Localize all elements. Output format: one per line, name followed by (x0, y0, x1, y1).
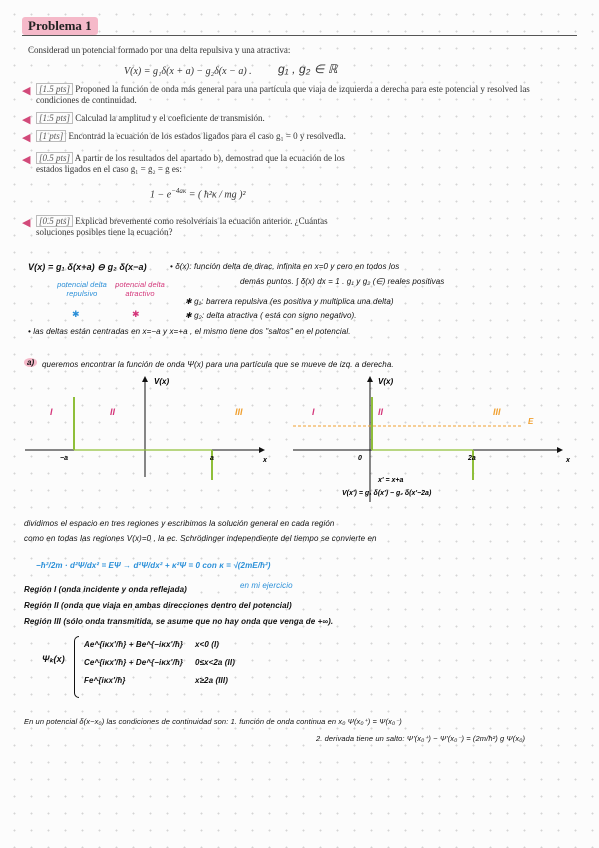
delta-definition: • δ(x): función delta de dirac, infinita en x=0 y cero en todos los (170, 262, 400, 271)
graph1-neg-a-label: −a (60, 455, 68, 462)
problem-item-d: [0.5 pts] A partir de los resultados del apartado b), demostrad que la ecuación de los estados ligados en el caso g₁ = g₂ = g es: (36, 153, 345, 174)
part-a-label: a) (24, 358, 37, 367)
graph2-x-label: x (566, 457, 570, 464)
item-c-marker-icon: ◀ (22, 131, 31, 144)
graph1-region-3: III (235, 407, 243, 417)
item-d-marker-icon: ◀ (22, 153, 31, 166)
graph2-y-arrow-icon (367, 376, 373, 382)
graph1-region-2: II (110, 407, 116, 417)
star-blue-icon: ✱ (72, 309, 80, 319)
handnote-g-real: g₁ , g₂ ∈ ℝ (278, 62, 338, 76)
graph1-pos-a-label: a (210, 455, 214, 462)
graph2-region-3: III (493, 407, 501, 417)
title-divider (22, 35, 577, 36)
g2-note: ✱ g₂: delta atractiva ( está con signo negativo). (185, 311, 357, 320)
region-3-desc: Región III (sólo onda transmitida, se asume que no hay onda que venga de +∞). (24, 617, 334, 626)
graph2-vx-label: V(x) (378, 377, 394, 386)
graph2-shift-label: x' = x+a (378, 477, 404, 484)
graph2-zero-label: 0 (358, 455, 362, 462)
problem-item-c: [1 pts] Encontrad la ecuación de los estados ligados para el caso g₁ = 0 y resolvedla. (36, 131, 556, 142)
problem-item-b: [1.5 pts] Calculad la amplitud y el coeficiente de transmisión. (36, 113, 556, 124)
item-e-marker-icon: ◀ (22, 216, 31, 229)
divide-regions-2: como en todas las regiones V(x)=0 , la ec. Schrödinger independiente del tiempo se convierte en (24, 534, 377, 543)
item-a-marker-icon: ◀ (22, 84, 31, 97)
graph1-vx-label: V(x) (154, 377, 170, 386)
bound-state-equation: $1 - e^{-4a\kappa}$ = ( ħ²κ / mg )² (150, 187, 246, 201)
item-b-marker-icon: ◀ (22, 113, 31, 126)
psi-region-1-cond: x<0 (I) (195, 640, 220, 649)
problem-item-a: [1.5 pts] Proponed la función de onda más general para una partícula que viaja de izquierda a derecha para este potencial y resolved las condiciones de continuidad. (36, 84, 530, 105)
continuity-condition-1: En un potencial δ(x−x₀) las condiciones de continuidad son: 1. función de onda continua en x₀ Ψ(x₀⁺) = Ψ(x₀⁻) (24, 717, 402, 726)
potential-line: V(x) = g₁ δ(x+a) ⊖ g₂ δ(x−a) (28, 262, 147, 272)
g1-note: ✱ g₁: barrera repulsiva (es positiva y multiplica una delta) (185, 297, 394, 306)
delta-definition-2: demás puntos. ∫ δ(x) dx = 1 . g₁ y g₂ (∈) reales positivas (240, 277, 445, 286)
star-pink-icon: ✱ (132, 309, 140, 319)
problem-item-e: [0.5 pts] Explicad brevemente como resolveríais la ecuación anterior. ¿Cuántas soluciones posibles tiene la ecuación? (36, 216, 328, 237)
graph2-x-arrow-icon (557, 447, 563, 453)
graph1-x-label: x (263, 457, 267, 464)
label-attractive: potencial delta atractivo (115, 280, 165, 298)
region-2-desc: Región II (onda que viaja en ambas direcciones dentro del potencial) (24, 601, 292, 610)
graph1-y-arrow-icon (142, 376, 148, 382)
graph2-region-2: II (378, 407, 384, 417)
potential-graph-2 (288, 372, 593, 507)
continuity-condition-2: 2. derivada tiene un salto: Ψ'(x₀⁺) − Ψ'(x₀⁻) = (2m/ħ²) g Ψ(x₀) (316, 734, 526, 743)
graph2-shifted-potential: V(x') = g₁ δ(x') − g₂ δ(x'−2a) (342, 490, 432, 497)
psi-region-3-expr: Fe^{iκx'/ħ} (84, 676, 126, 685)
divide-regions-1: dividimos el espacio en tres regiones y escribimos la solución general en cada región (24, 519, 335, 528)
part-a-statement: queremos encontrar la función de onda Ψ(x) para una partícula que se mueve de izq. a derecha. (42, 360, 394, 369)
psi-label: Ψₖ(x) (42, 654, 65, 664)
psi-region-3-cond: x≥2a (III) (195, 676, 228, 685)
in-my-exercise-note: en mi ejercicio (240, 581, 293, 590)
potential-equation: V(x) = g₁δ(x + a) − g₂δ(x − a) . (124, 66, 252, 77)
graph2-energy-label: E (528, 417, 534, 426)
psi-region-2-expr: Ce^{iκx'/ħ} + De^{−iκx'/ħ} (84, 658, 184, 667)
piecewise-brace (74, 636, 79, 698)
region-1-desc: Región I (onda incidente y onda reflejada) (24, 585, 187, 594)
schrodinger-equation: −ħ²/2m · d²Ψ/dx² = EΨ → d²Ψ/dx² + κ²Ψ = 0 con κ = √(2mE/ħ²) (36, 561, 271, 570)
problem-title: Problema 1 (22, 17, 98, 35)
psi-region-1-expr: Ae^{iκx'/ħ} + Be^{−iκx'/ħ} (84, 640, 184, 649)
graph2-region-1: I (312, 407, 315, 417)
graph1-region-1: I (50, 407, 53, 417)
graph1-x-arrow-icon (259, 447, 265, 453)
deltas-centered-note: • las deltas están centradas en x=−a y x=+a , el mismo tiene dos "saltos" en el potencial. (28, 327, 351, 336)
graph2-2a-label: 2a (468, 455, 476, 462)
potential-graph-1 (20, 372, 280, 482)
label-repulsive: potencial delta repulsivo (57, 280, 107, 298)
problem-intro: Considerad un potencial formado por una delta repulsiva y una atractiva: (28, 45, 291, 55)
psi-region-2-cond: 0≤x<2a (II) (195, 658, 235, 667)
